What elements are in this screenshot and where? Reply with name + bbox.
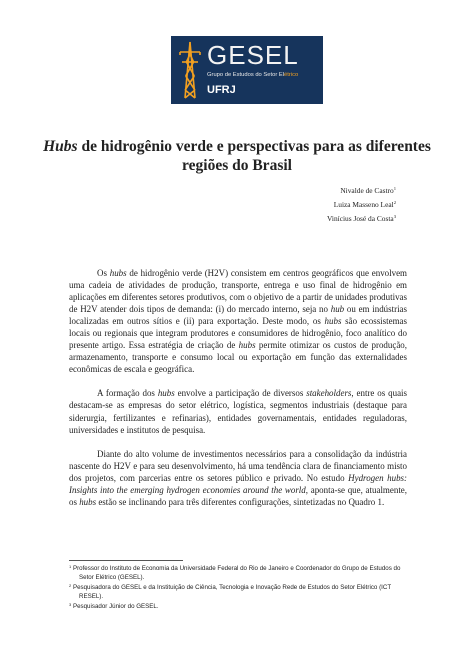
article-body (69, 267, 407, 520)
author-line (327, 211, 396, 225)
author-list (327, 183, 396, 226)
footnote-text: Professor do Instituto de Economia da Universidade Federal do Rio de Janeiro e Coordenador do Grupo de Estudos do Setor Elétrico (GESEL). (71, 565, 401, 581)
footnote (69, 582, 409, 601)
footnote-text: Pesquisadora do GESEL e da Instituição de Ciência, Tecnologia e Inovação Rede de Estudos do Setor Elétrico (ICT RESEL). (71, 584, 391, 600)
author-name: Vinícius José da Costa (327, 214, 394, 224)
logo-subtitle-accent: étrico (284, 72, 299, 78)
transmission-tower-icon (177, 40, 203, 100)
footnotes (69, 563, 409, 612)
author-line (327, 197, 396, 211)
paragraph-2: A formação dos hubs envolve a participação de diversos stakeholders, entre os quais destacam-se as empresas do setor elétrico, logística, segmentos industriais (destaque para siderurgia, fertilizantes e refinarias), entidades governamentais, entidades reguladoras, universidades e institutos de pesquisa. (69, 388, 407, 435)
footnote-mark: 1 (69, 564, 72, 569)
footnote-mark: 1 (393, 186, 396, 191)
paragraph-1: Os hubs de hidrogênio verde (H2V) consistem em centros geográficos que envolvem uma cadeia de atividades de produção, transporte, entrega e uso final de hidrogênio em aplicações em diferentes setores produtivos, com o objetivo de a partir de unidades produtivas de H2V atender dois tipos de demanda: (i) do mercado interno, seja no hub ou em indústrias localizadas em outros sítios e (ii) para exportação. Deste modo, os hubs são ecossistemas locais ou regionais que integram produtores e consumidores de hidrogênio, foco analítico do presente artigo. Essa estratégia de criação de hubs permite otimizar os custos de produção, armazenamento, transporte e consumo local ou exportação em função das externalidades econômicas de escala e geográfica. (69, 268, 407, 375)
footnote-divider (69, 560, 183, 561)
author-name: Luiza Masseno Leal (333, 200, 394, 210)
title-italic: Hubs (43, 138, 78, 155)
footnote-mark: 2 (393, 200, 396, 206)
footnote-mark: 3 (69, 602, 72, 608)
footnote-mark: 2 (69, 583, 72, 589)
author-line (327, 183, 396, 197)
gesel-logo (171, 36, 331, 106)
paragraph-3: Diante do alto volume de investimentos necessários para a consolidação da indústria nascente do H2V e para seu desenvolvimento, há uma tendência clara de financiamento misto dos projetos, com parcerias entre os setores público e privado. No estudo Hydrogen hubs: Insights into the emerging hydrogen economies around the world, aponta-se que, atualmente, os hubs estão se inclinando para três diferentes configurações, sintetizadas no Quadro 1. (69, 448, 407, 507)
logo-subtitle-text: Grupo de Estudos do Setor El (207, 72, 285, 78)
logo-text (207, 42, 299, 97)
logo-name: GESEL (207, 40, 299, 70)
logo-institution: UFRJ (207, 84, 236, 96)
footnote (69, 601, 409, 612)
footnote-text: Pesquisador Júnior do GESEL. (71, 603, 159, 611)
footnote (69, 563, 409, 582)
author-name: Nivalde de Castro (340, 186, 394, 195)
footnote-mark: 3 (393, 214, 396, 220)
logo-subtitle (207, 71, 299, 79)
title-rest: de hidrogênio verde e perspectivas para as diferentes regiões do Brasil (77, 138, 431, 174)
document-title (40, 137, 434, 175)
